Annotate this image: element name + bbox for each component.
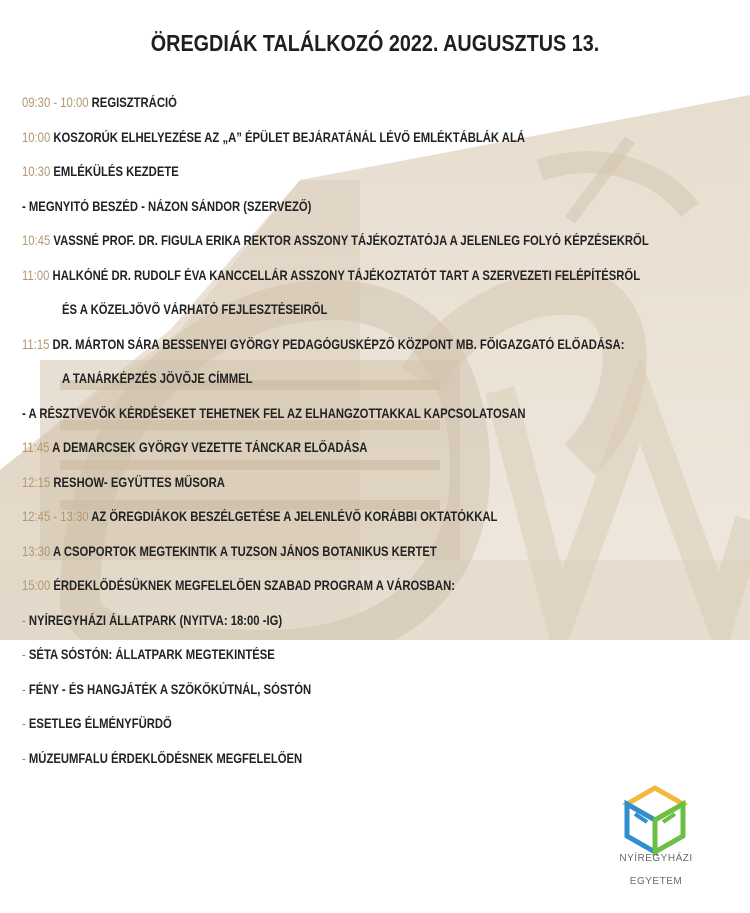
schedule-item: [22, 644, 742, 679]
schedule-text: RESHOW- EGYÜTTES MŰSORA: [53, 474, 225, 490]
logo-text-line2: EGYETEM: [629, 876, 683, 887]
schedule-item-content: [22, 437, 367, 459]
schedule-text: - A RÉSZTVEVŐK KÉRDÉSEKET TEHETNEK FEL AZ ELHANGZOTTAKKAL KAPCSOLATOSAN: [22, 405, 526, 421]
schedule-time: -: [22, 750, 26, 766]
schedule-text: MÚZEUMFALU ÉRDEKLŐDÉSNEK MEGFELELŐEN: [28, 750, 303, 766]
schedule-time: -: [22, 716, 26, 731]
schedule-item: [22, 713, 742, 748]
schedule-item-content: [22, 196, 311, 218]
schedule-item: [22, 161, 742, 196]
schedule-item: [22, 541, 742, 576]
schedule-text: EMLÉKÜLÉS KEZDETE: [53, 164, 179, 179]
schedule-item: [22, 368, 742, 403]
schedule-item-content: [22, 644, 275, 666]
schedule-time: -: [22, 612, 26, 628]
schedule-item: [22, 437, 742, 472]
schedule-time: 11:15: [22, 336, 50, 352]
schedule-item: [22, 196, 742, 231]
schedule-item: [22, 334, 742, 369]
schedule-item-content: [22, 472, 225, 494]
schedule-time: 10:00: [22, 129, 51, 145]
schedule-text: AZ ÖREGDIÁKOK BESZÉLGETÉSE A JELENLÉVŐ KORÁBBI OKTATÓKKAL: [91, 509, 498, 524]
schedule-text: NYÍREGYHÁZI ÁLLATPARK (NYITVA: 18:00 -IG): [28, 612, 283, 628]
schedule-time: 10:45: [22, 233, 51, 248]
schedule-item-content: [62, 368, 253, 390]
schedule-time: 11:45: [22, 440, 50, 455]
schedule-item-content: [22, 541, 437, 563]
schedule-time: 10:30: [22, 164, 51, 179]
schedule-time: -: [22, 647, 26, 662]
schedule-item-content: [22, 713, 172, 735]
schedule-item-content: [22, 265, 640, 287]
schedule-text: A CSOPORTOK MEGTEKINTIK A TUZSON JÁNOS BOTANIKUS KERTET: [52, 543, 437, 559]
schedule-item: [22, 575, 742, 610]
schedule-time: 09:30 - 10:00: [22, 95, 89, 110]
schedule-time: 12:15: [22, 474, 51, 490]
schedule-text: KOSZORÚK ELHELYEZÉSE AZ „A” ÉPÜLET BEJÁRATÁNÁL LÉVŐ EMLÉKTÁBLÁK ALÁ: [53, 129, 525, 145]
schedule-text: ÉS A KÖZELJÖVŐ VÁRHATÓ FEJLESZTÉSEIRŐL: [62, 302, 328, 317]
schedule-time: 15:00: [22, 578, 51, 593]
schedule-item-content: [22, 575, 455, 597]
schedule-item: [22, 230, 742, 265]
schedule-item-content: [22, 127, 525, 149]
schedule-text: HALKÓNÉ DR. RUDOLF ÉVA KANCCELLÁR ASSZONY TÁJÉKOZTATÓT TART A SZERVEZETI FELÉPÍTÉSRŐL: [52, 267, 641, 283]
schedule-item: [22, 748, 742, 783]
schedule-item-content: [22, 92, 177, 114]
schedule-item-content: [22, 230, 649, 252]
page-title: ÖREGDIÁK TALÁLKOZÓ 2022. AUGUSZTUS 13.: [150, 30, 600, 56]
schedule-text: FÉNY - ÉS HANGJÁTÉK A SZÖKŐKÚTNÁL, SÓSTÓN: [28, 681, 312, 697]
university-cube-logo: [610, 780, 700, 890]
schedule-list: [22, 92, 742, 782]
schedule-item-content: [22, 610, 282, 632]
schedule-time: 11:00: [22, 267, 50, 283]
schedule-time: 12:45 - 13:30: [22, 509, 89, 524]
schedule-item: [22, 472, 742, 507]
schedule-text: ÉRDEKLŐDÉSÜKNEK MEGFELELŐEN SZABAD PROGRAM A VÁROSBAN:: [53, 578, 455, 593]
schedule-item: [22, 92, 742, 127]
schedule-text: DR. MÁRTON SÁRA BESSENYEI GYÖRGY PEDAGÓGUSKÉPZŐ KÖZPONT MB. FŐIGAZGATÓ ELŐADÁSA:: [52, 336, 625, 352]
logo-text-line1: NYÍREGYHÁZI: [619, 853, 693, 864]
schedule-time: -: [22, 681, 26, 697]
schedule-text: ESETLEG ÉLMÉNYFÜRDŐ: [28, 716, 172, 731]
schedule-time: 13:30: [22, 543, 51, 559]
schedule-text: A DEMARCSEK GYÖRGY VEZETTE TÁNCKAR ELŐADÁSA: [52, 440, 368, 455]
schedule-item-content: [22, 679, 311, 701]
schedule-text: - MEGNYITÓ BESZÉD - NÁZON SÁNDOR (SZERVEZŐ): [22, 198, 312, 214]
schedule-item-content: [22, 506, 497, 528]
schedule-item: [22, 679, 742, 714]
schedule-item-content: [62, 299, 327, 321]
schedule-item-content: [22, 334, 624, 356]
schedule-item-content: [22, 161, 179, 183]
schedule-item: [22, 127, 742, 162]
schedule-item: [22, 403, 742, 438]
schedule-item-content: [22, 748, 302, 770]
schedule-text: SÉTA SÓSTÓN: ÁLLATPARK MEGTEKINTÉSE: [28, 647, 275, 662]
schedule-text: REGISZTRÁCIÓ: [91, 95, 177, 110]
schedule-item: [22, 265, 742, 300]
schedule-item: [22, 299, 742, 334]
schedule-text: A TANÁRKÉPZÉS JÖVŐJE CÍMMEL: [62, 371, 253, 386]
schedule-item-content: [22, 403, 526, 425]
schedule-item: [22, 506, 742, 541]
schedule-item: [22, 610, 742, 645]
schedule-text: VASSNÉ PROF. DR. FIGULA ERIKA REKTOR ASSZONY TÁJÉKOZTATÓJA A JELENLEG FOLYÓ KÉPZÉSEKRŐL: [53, 233, 649, 248]
